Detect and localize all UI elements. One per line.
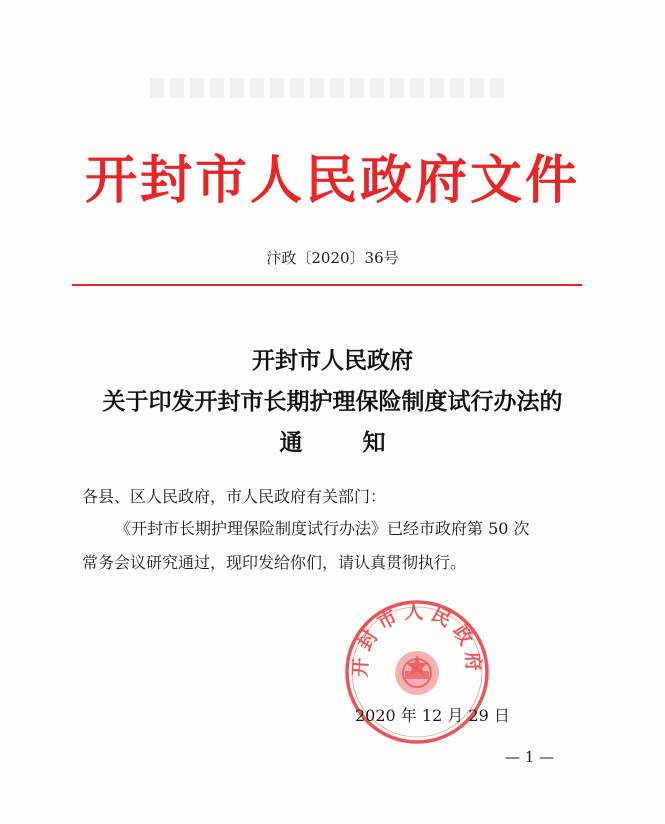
document-date: 2020 年 12 月 29 日 (355, 706, 510, 725)
national-emblem-icon (395, 651, 439, 695)
title-line-3-char-1: 通 (279, 429, 303, 456)
bleed-through-text (150, 78, 510, 98)
page-number: — 1 — (505, 748, 555, 766)
red-separator-line (72, 284, 582, 286)
red-header-title: 开封市人民政府文件 (84, 151, 580, 211)
body-paragraph-line-2: 常务会议研究通过，现印发给你们，请认真贯彻执行。 (82, 553, 467, 572)
title-line-2: 关于印发开封市长期护理保险制度试行办法的 (102, 388, 563, 415)
body-paragraph-line-1: 《开封市长期护理保险制度试行办法》已经市政府第 50 次 (115, 519, 530, 538)
title-line-3-char-2: 知 (362, 429, 386, 456)
seal-text: 开封市人民政府 (349, 600, 485, 678)
title-line-1: 开封市人民政府 (252, 347, 413, 374)
title-line-3 (0, 424, 665, 457)
salutation: 各县、区人民政府，市人民政府有关部门： (82, 487, 387, 506)
document-number: 汴政〔2020〕36号 (266, 249, 399, 267)
